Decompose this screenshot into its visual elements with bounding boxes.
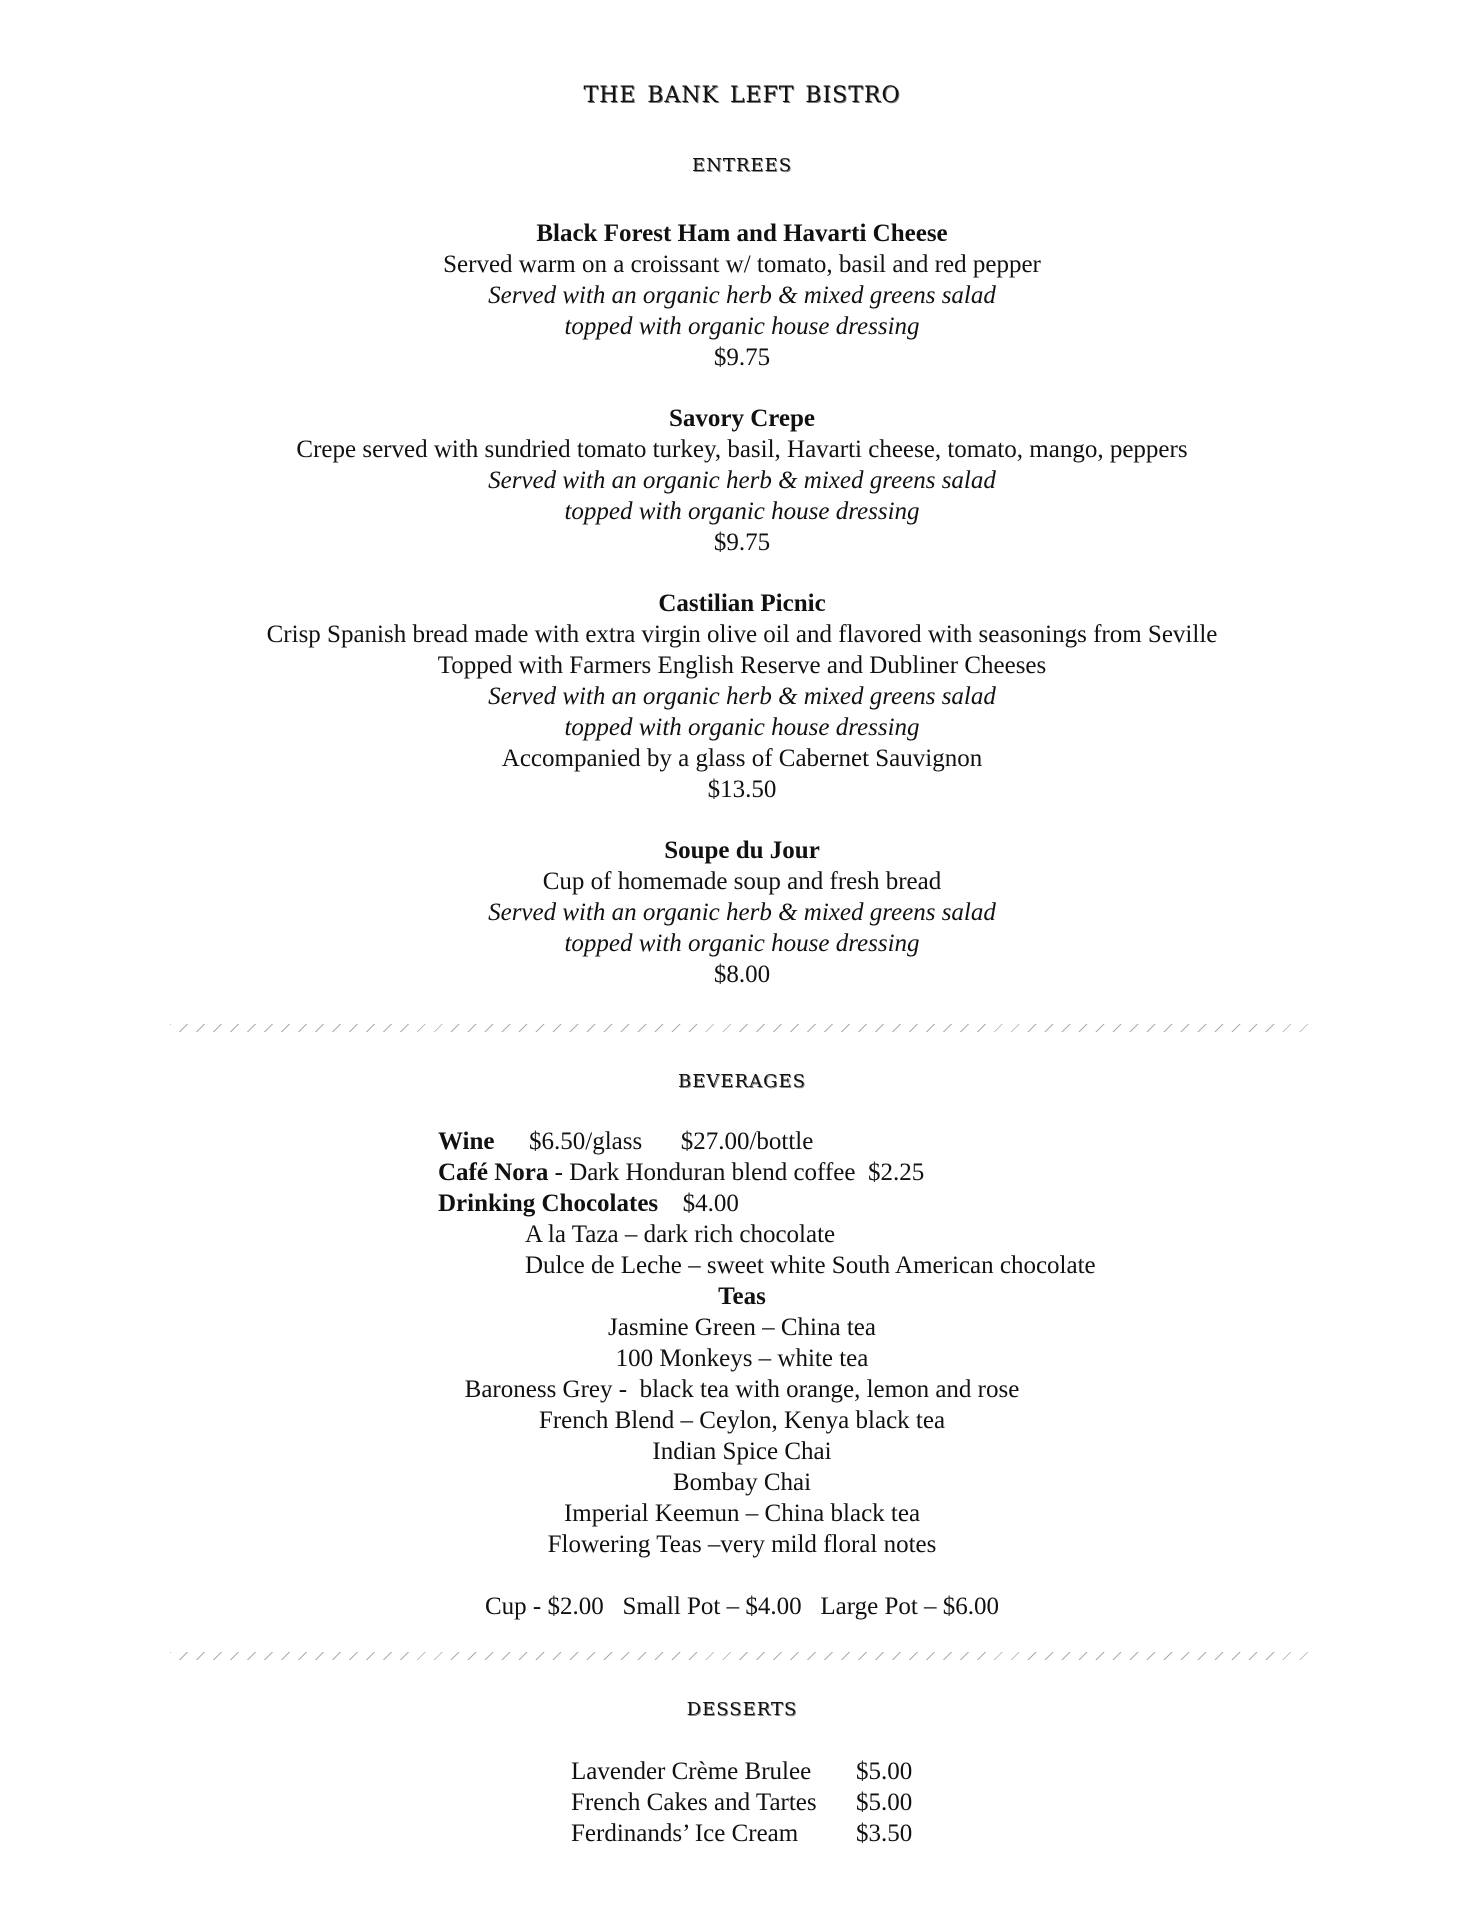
entree-extra: Accompanied by a glass of Cabernet Sauvignon [501, 745, 983, 772]
tea-prices: Cup - $2.00 Small Pot – $4.00 Large Pot – $6.00 [484, 1593, 1000, 1620]
entree-salad-note: Served with an organic herb & mixed greens salad [488, 282, 996, 309]
teas-label: Teas [718, 1283, 766, 1310]
dessert-name: French Cakes and Tartes [571, 1789, 817, 1816]
entree-salad-note: Served with an organic herb & mixed greens salad [488, 467, 996, 494]
entree-price: $13.50 [707, 776, 777, 803]
tea-item: Imperial Keemun – China black tea [563, 1500, 921, 1527]
entree-name: Soupe du Jour [664, 837, 820, 864]
chocolates-row [438, 1188, 739, 1219]
desserts-heading: desserts [686, 1692, 798, 1722]
chocolate-item: Dulce de Leche – sweet white South American chocolate [525, 1252, 1096, 1279]
section-divider [170, 1024, 1314, 1032]
entree-price: $8.00 [713, 961, 771, 988]
entree-item [0, 218, 1484, 373]
entree-price: $9.75 [713, 344, 771, 371]
entree-item [0, 403, 1484, 558]
entree-name: Black Forest Ham and Havarti Cheese [536, 220, 948, 247]
tea-item: Jasmine Green – China tea [608, 1314, 876, 1341]
entree-dressing-note: topped with organic house dressing [564, 714, 920, 741]
entree-description: Served warm on a croissant w/ tomato, basil and red pepper [443, 251, 1041, 278]
entree-item [0, 835, 1484, 990]
tea-item: Baroness Grey - black tea with orange, lemon and rose [464, 1376, 1020, 1403]
entree-dressing-note: topped with organic house dressing [564, 313, 920, 340]
dessert-price: $3.50 [856, 1820, 913, 1847]
entree-description: Topped with Farmers English Reserve and Dubliner Cheeses [437, 652, 1047, 679]
beverages-heading: beverages [678, 1064, 806, 1094]
entree-price: $9.75 [713, 529, 771, 556]
entree-item [0, 588, 1484, 805]
dessert-name: Lavender Crème Brulee [571, 1758, 812, 1785]
entree-name: Savory Crepe [668, 405, 816, 432]
entrees-heading: entrees [691, 148, 793, 178]
tea-item: Indian Spice Chai [652, 1438, 832, 1465]
entree-salad-note: Served with an organic herb & mixed greens salad [488, 683, 996, 710]
tea-item: Bombay Chai [672, 1469, 812, 1496]
entree-description: Crepe served with sundried tomato turkey, basil, Havarti cheese, tomato, mango, peppers [296, 436, 1188, 463]
dessert-name: Ferdinands’ Ice Cream [571, 1820, 799, 1847]
tea-item: Flowering Teas –very mild floral notes [547, 1531, 937, 1558]
chocolate-item: A la Taza – dark rich chocolate [525, 1221, 836, 1248]
cafe-description: - Dark Honduran blend coffee $2.25 [548, 1159, 925, 1186]
chocolates-price: $4.00 [682, 1190, 739, 1217]
dessert-price: $5.00 [856, 1789, 913, 1816]
chocolates-label: Drinking Chocolates [438, 1190, 659, 1217]
entree-dressing-note: topped with organic house dressing [564, 498, 920, 525]
wine-bottle-price: $27.00/bottle [680, 1128, 814, 1155]
entree-description: Cup of homemade soup and fresh bread [542, 868, 942, 895]
wine-row [438, 1126, 813, 1157]
entree-name: Castilian Picnic [658, 590, 826, 617]
entree-description: Crisp Spanish bread made with extra virgin olive oil and flavored with seasonings from Seville [266, 621, 1218, 648]
tea-item: 100 Monkeys – white tea [615, 1345, 869, 1372]
restaurant-title: the bank left bistro [583, 74, 901, 110]
wine-glass-price: $6.50/glass [529, 1128, 643, 1155]
dessert-price: $5.00 [856, 1758, 913, 1785]
tea-item: French Blend – Ceylon, Kenya black tea [538, 1407, 946, 1434]
section-divider [170, 1652, 1314, 1660]
entree-dressing-note: topped with organic house dressing [564, 930, 920, 957]
wine-label: Wine [438, 1128, 495, 1155]
entree-salad-note: Served with an organic herb & mixed greens salad [488, 899, 996, 926]
cafe-row [438, 1157, 924, 1188]
cafe-label: Café Nora [438, 1159, 549, 1186]
